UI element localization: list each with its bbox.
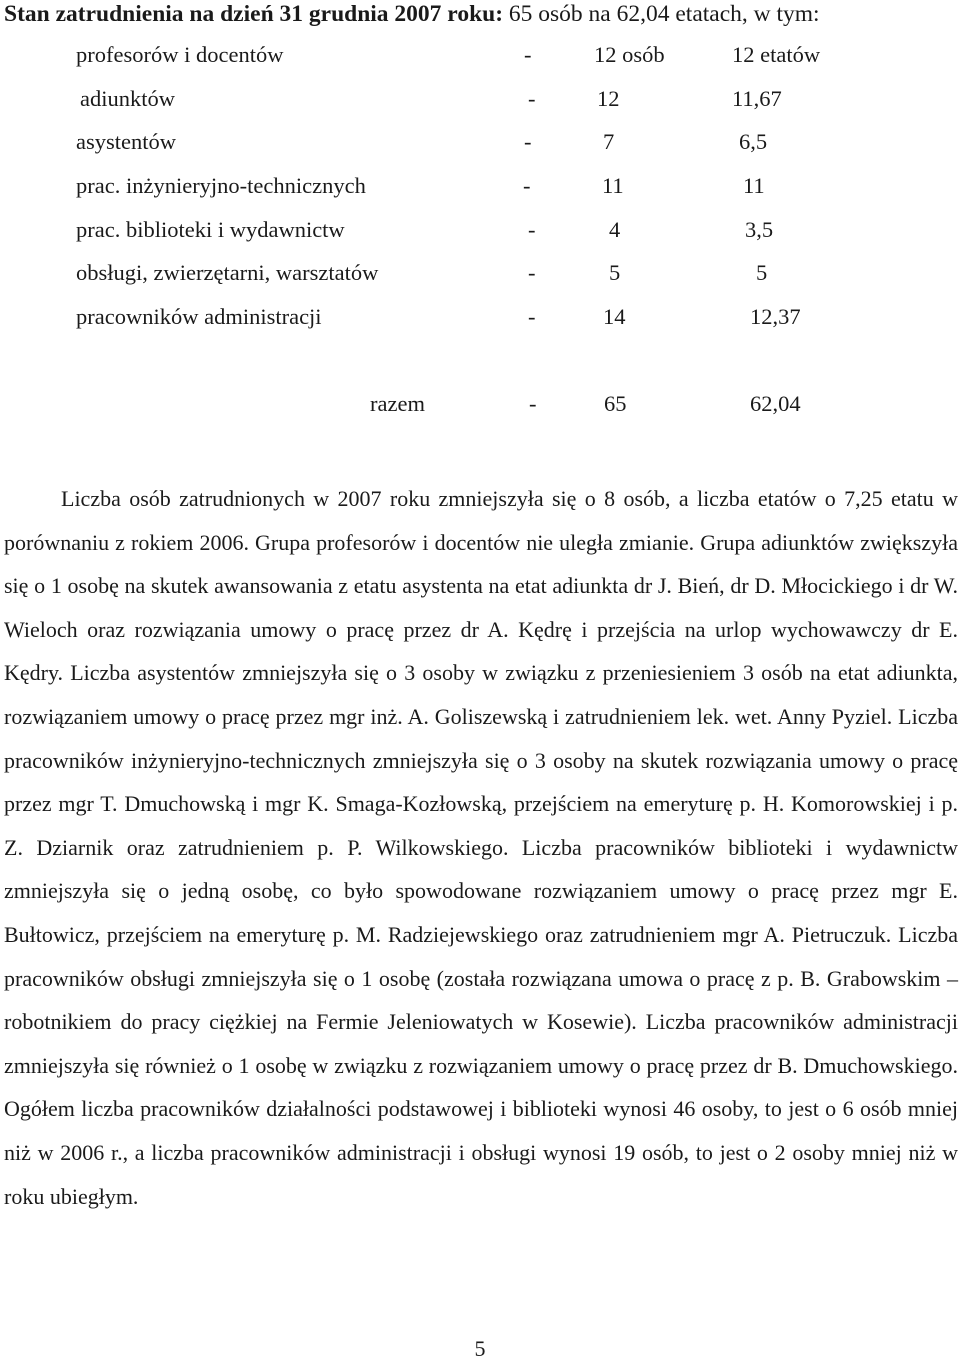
staff-fte: 11	[743, 173, 765, 198]
staff-category: asystentów	[76, 129, 176, 154]
staff-category: obsługi, zwierzętarni, warsztatów	[76, 260, 379, 285]
staff-category: profesorów i docentów	[76, 42, 284, 67]
staff-count: 14	[603, 304, 626, 329]
staff-row	[0, 171, 960, 201]
total-label: razem	[370, 391, 425, 416]
staff-dash: -	[524, 42, 532, 67]
staff-count: 5	[609, 260, 621, 285]
heading-rest: 65 osób na 62,04 etatach, w tym:	[508, 1, 820, 27]
staff-count: 11	[602, 173, 624, 198]
staff-category: pracowników administracji	[76, 304, 322, 329]
staff-fte: 6,5	[739, 129, 768, 154]
staff-row	[0, 302, 960, 332]
staff-dash: -	[524, 129, 532, 154]
staff-fte: 12 etatów	[732, 42, 821, 67]
staff-category: prac. biblioteki i wydawnictw	[76, 217, 345, 242]
staff-row	[0, 40, 960, 70]
staff-dash: -	[528, 260, 536, 285]
staff-count: 12	[597, 86, 620, 111]
total-dash: -	[529, 391, 537, 416]
heading	[4, 0, 820, 28]
staff-dash: -	[528, 86, 536, 111]
staff-fte: 12,37	[750, 304, 801, 329]
staff-category: prac. inżynieryjno-technicznych	[76, 173, 366, 198]
body-paragraph: Liczba osób zatrudnionych w 2007 roku zmniejszyła się o 8 osób, a liczba etatów o 7,25 etatu w porównaniu z rokiem 2006. Grupa profesorów i docentów nie uległa zmianie. Grupa adiunktów zwiększyła się o 1 osobę na skutek awansowania z etatu asystenta na etat adiunkta dr J. Bień, dr D. Młocickiego i dr W. Wieloch oraz rozwiązania umowy o pracę przez dr A. Kędrę i przejścia na urlop wychowawczy dr E. Kędry. Liczba asystentów zmniejszyła się o 3 osoby w związku z przeniesieniem 3 osób na etat adiunkta, rozwiązaniem umowy o pracę przez mgr inż. A. Goliszewską i zatrudnieniem lek. wet. Anny Pyziel. Liczba pracowników inżynieryjno-technicznych zmniejszyła się o 3 osoby na skutek rozwiązania umowy o pracę przez mgr T. Dmuchowską i mgr K. Smaga-Kozłowską, przejściem na emeryturę p. H. Komorowskiej i p. Z. Dziarnik oraz zatrudnieniem p. P. Wilkowskiego. Liczba pracowników biblioteki i wydawnictw zmniejszyła się o jedną osobę, co było spowodowane rozwiązaniem umowy o pracę przez mgr E. Bułtowicz, przejściem na emeryturę p. M. Radziejewskiego oraz zatrudnieniem mgr A. Pietruczuk. Liczba pracowników obsługi zmniejszyła się o 1 osobę (została rozwiązana umowa o pracę z p. B. Grabowskim – robotnikiem do pracy ciężkiej na Fermie Jeleniowatych w Kosewie). Liczba pracowników administracji zmniejszyła się również o 1 osobę w związku z rozwiązaniem umowy o pracę przez dr B. Dmuchowskiego. Ogółem liczba pracowników działalności podstawowej i biblioteki wynosi 46 osoby, to jest o 6 osób mniej niż w 2006 r., a liczba pracowników administracji i obsługi wynosi 19 osób, to jest o 2 osoby mniej niż w roku ubiegłym.	[4, 486, 958, 1209]
staff-dash: -	[523, 173, 531, 198]
heading-bold: Stan zatrudnienia na dzień 31 grudnia 2007 roku:	[4, 1, 504, 27]
total-count: 65	[604, 391, 627, 416]
staff-row	[0, 258, 960, 288]
staff-fte: 5	[756, 260, 768, 285]
staff-category: adiunktów	[80, 86, 175, 111]
staff-row	[0, 84, 960, 114]
staff-dash: -	[528, 304, 536, 329]
staff-count: 4	[609, 217, 621, 242]
page-number: 5	[474, 1336, 486, 1361]
staff-fte: 3,5	[745, 217, 774, 242]
staff-total-row	[0, 389, 960, 419]
staff-row	[0, 215, 960, 245]
total-fte: 62,04	[750, 391, 801, 416]
staff-fte: 11,67	[732, 86, 782, 111]
staff-count: 12 osób	[594, 42, 665, 67]
staff-dash: -	[528, 217, 536, 242]
staff-row	[0, 127, 960, 157]
staff-count: 7	[603, 129, 615, 154]
